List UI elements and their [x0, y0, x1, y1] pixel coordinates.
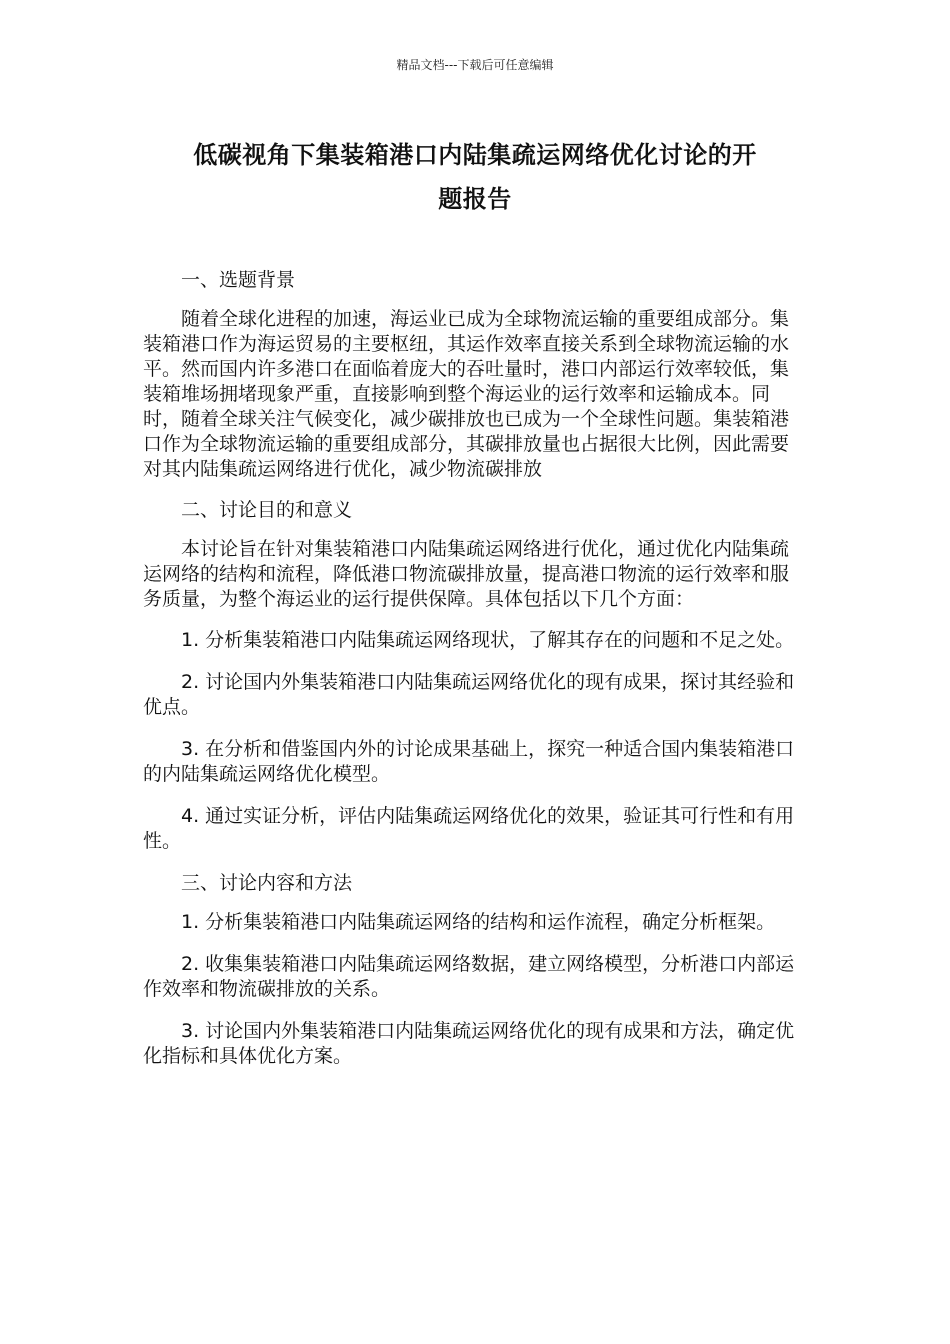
paragraph-purpose-intro: 本讨论旨在针对集装箱港口内陆集疏运网络进行优化，通过优化内陆集疏运网络的结构和流程，降低港口物流碳排放量，提高港口物流的运行效率和服务质量，为整个海运业的运行提供保障。具体包括以下几个方面： — [143, 538, 790, 610]
title-line-1: 低碳视角下集装箱港口内陆集疏运网络优化讨论的开 — [193, 141, 757, 169]
methods-item-1: 1. 分析集装箱港口内陆集疏运网络的结构和运作流程，确定分析框架。 — [181, 911, 776, 933]
title-line-2: 题报告 — [438, 185, 512, 213]
methods-item-3: 3. 讨论国内外集装箱港口内陆集疏运网络优化的现有成果和方法，确定优化指标和具体优化方案。 — [143, 1020, 795, 1067]
methods-item-2: 2. 收集集装箱港口内陆集疏运网络数据，建立网络模型，分析港口内部运作效率和物流碳排放的关系。 — [143, 953, 795, 1000]
document-title — [140, 133, 810, 221]
purpose-item-3: 3. 在分析和借鉴国内外的讨论成果基础上，探究一种适合国内集装箱港口的内陆集疏运网络优化模型。 — [143, 738, 795, 785]
section-heading-purpose: 二、讨论目的和意义 — [181, 499, 353, 521]
purpose-item-2: 2. 讨论国内外集装箱港口内陆集疏运网络优化的现有成果，探讨其经验和优点。 — [143, 671, 795, 718]
paragraph-background: 随着全球化进程的加速，海运业已成为全球物流运输的重要组成部分。集装箱港口作为海运贸易的主要枢纽，其运作效率直接关系到全球物流运输的水平。然而国内许多港口在面临着庞大的吞吐量时，港口内部运行效率较低，集装箱堆场拥堵现象严重，直接影响到整个海运业的运行效率和运输成本。同时，随着全球关注气候变化，减少碳排放也已成为一个全球性问题。集装箱港口作为全球物流运输的重要组成部分，其碳排放量也占据很大比例，因此需要对其内陆集疏运网络进行优化，减少物流碳排放 — [143, 308, 790, 480]
section-heading-methods: 三、讨论内容和方法 — [181, 872, 353, 894]
document-body — [143, 268, 803, 1086]
purpose-item-1: 1. 分析集装箱港口内陆集疏运网络现状，了解其存在的问题和不足之处。 — [181, 629, 795, 651]
page-header: 精品文档---下载后可任意编辑 — [396, 58, 554, 72]
purpose-item-4: 4. 通过实证分析，评估内陆集疏运网络优化的效果，验证其可行性和有用性。 — [143, 805, 795, 852]
section-heading-background: 一、选题背景 — [181, 269, 296, 291]
